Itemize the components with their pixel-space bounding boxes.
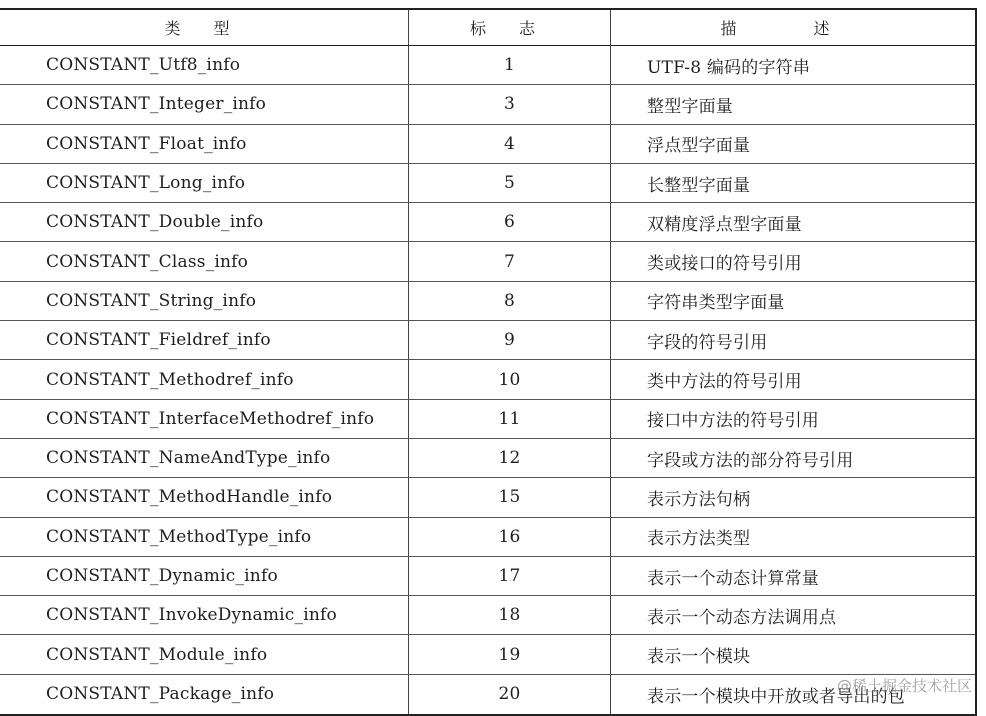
type-cell: CONSTANT_NameAndType_info bbox=[46, 448, 331, 469]
type-cell: CONSTANT_Class_info bbox=[46, 251, 249, 272]
table-row bbox=[0, 400, 975, 439]
type-cell: CONSTANT_String_info bbox=[46, 290, 257, 311]
tag-cell: 8 bbox=[408, 282, 610, 320]
table-row bbox=[0, 321, 975, 360]
tag-cell: 18 bbox=[408, 596, 610, 634]
type-cell: CONSTANT_InvokeDynamic_info bbox=[46, 605, 337, 626]
table-row bbox=[0, 478, 975, 517]
description-cell: 字段或方法的部分符号引用 bbox=[610, 439, 975, 477]
type-cell: CONSTANT_Integer_info bbox=[46, 94, 267, 115]
constant-pool-table bbox=[0, 8, 977, 716]
table-row bbox=[0, 635, 975, 674]
tag-cell: 6 bbox=[408, 203, 610, 241]
type-cell: CONSTANT_Utf8_info bbox=[46, 55, 241, 76]
description-cell: 表示一个模块 bbox=[610, 635, 975, 673]
tag-cell: 19 bbox=[408, 635, 610, 673]
tag-cell: 5 bbox=[408, 164, 610, 202]
tag-cell: 15 bbox=[408, 478, 610, 516]
type-cell: CONSTANT_Double_info bbox=[46, 212, 264, 233]
type-cell: CONSTANT_MethodType_info bbox=[46, 526, 312, 547]
description-cell: 表示一个动态计算常量 bbox=[610, 557, 975, 595]
description-cell: 接口中方法的符号引用 bbox=[610, 400, 975, 438]
table-row bbox=[0, 675, 975, 714]
table-row bbox=[0, 203, 975, 242]
table-row bbox=[0, 518, 975, 557]
table-row bbox=[0, 282, 975, 321]
type-cell: CONSTANT_Float_info bbox=[46, 133, 247, 154]
type-cell: CONSTANT_InterfaceMethodref_info bbox=[46, 408, 375, 429]
table-row bbox=[0, 439, 975, 478]
table-header-row bbox=[0, 10, 975, 46]
header-tag: 标 志 bbox=[408, 10, 610, 45]
description-cell: 类中方法的符号引用 bbox=[610, 360, 975, 398]
description-cell: 字段的符号引用 bbox=[610, 321, 975, 359]
description-cell: 长整型字面量 bbox=[610, 164, 975, 202]
description-cell: 类或接口的符号引用 bbox=[610, 242, 975, 280]
tag-cell: 10 bbox=[408, 360, 610, 398]
tag-cell: 7 bbox=[408, 242, 610, 280]
table-row bbox=[0, 557, 975, 596]
tag-cell: 20 bbox=[408, 675, 610, 714]
header-type: 类 型 bbox=[164, 19, 244, 38]
table-body bbox=[0, 46, 975, 714]
description-cell: 双精度浮点型字面量 bbox=[610, 203, 975, 241]
type-cell: CONSTANT_Long_info bbox=[46, 173, 246, 194]
type-cell: CONSTANT_Methodref_info bbox=[46, 369, 294, 390]
type-cell: CONSTANT_Dynamic_info bbox=[46, 566, 278, 586]
table-row bbox=[0, 85, 975, 124]
tag-cell: 9 bbox=[408, 321, 610, 359]
tag-cell: 4 bbox=[408, 125, 610, 163]
type-cell: CONSTANT_Package_info bbox=[46, 684, 275, 705]
type-cell: CONSTANT_Module_info bbox=[46, 644, 268, 665]
table-row bbox=[0, 360, 975, 399]
tag-cell: 12 bbox=[408, 439, 610, 477]
tag-cell: 1 bbox=[408, 46, 610, 84]
table-row bbox=[0, 596, 975, 635]
watermark: @稀土掘金技术社区 bbox=[836, 677, 972, 695]
description-cell: 表示一个模块中开放或者导出的包 bbox=[610, 675, 975, 714]
description-cell: 表示一个动态方法调用点 bbox=[610, 596, 975, 634]
tag-cell: 3 bbox=[408, 85, 610, 123]
description-cell: 表示方法句柄 bbox=[610, 478, 975, 516]
header-desc: 描 述 bbox=[610, 10, 975, 45]
tag-cell: 16 bbox=[408, 518, 610, 556]
description-cell: UTF-8 编码的字符串 bbox=[610, 46, 975, 84]
description-cell: 整型字面量 bbox=[610, 85, 975, 123]
table-row bbox=[0, 242, 975, 281]
description-cell: 浮点型字面量 bbox=[610, 125, 975, 163]
table-row bbox=[0, 125, 975, 164]
table-row bbox=[0, 164, 975, 203]
tag-cell: 17 bbox=[408, 557, 610, 595]
type-cell: CONSTANT_MethodHandle_info bbox=[46, 487, 333, 508]
tag-cell: 11 bbox=[408, 400, 610, 438]
type-cell: CONSTANT_Fieldref_info bbox=[46, 330, 271, 351]
description-cell: 表示方法类型 bbox=[610, 518, 975, 556]
table-row bbox=[0, 46, 975, 85]
description-cell: 字符串类型字面量 bbox=[610, 282, 975, 320]
